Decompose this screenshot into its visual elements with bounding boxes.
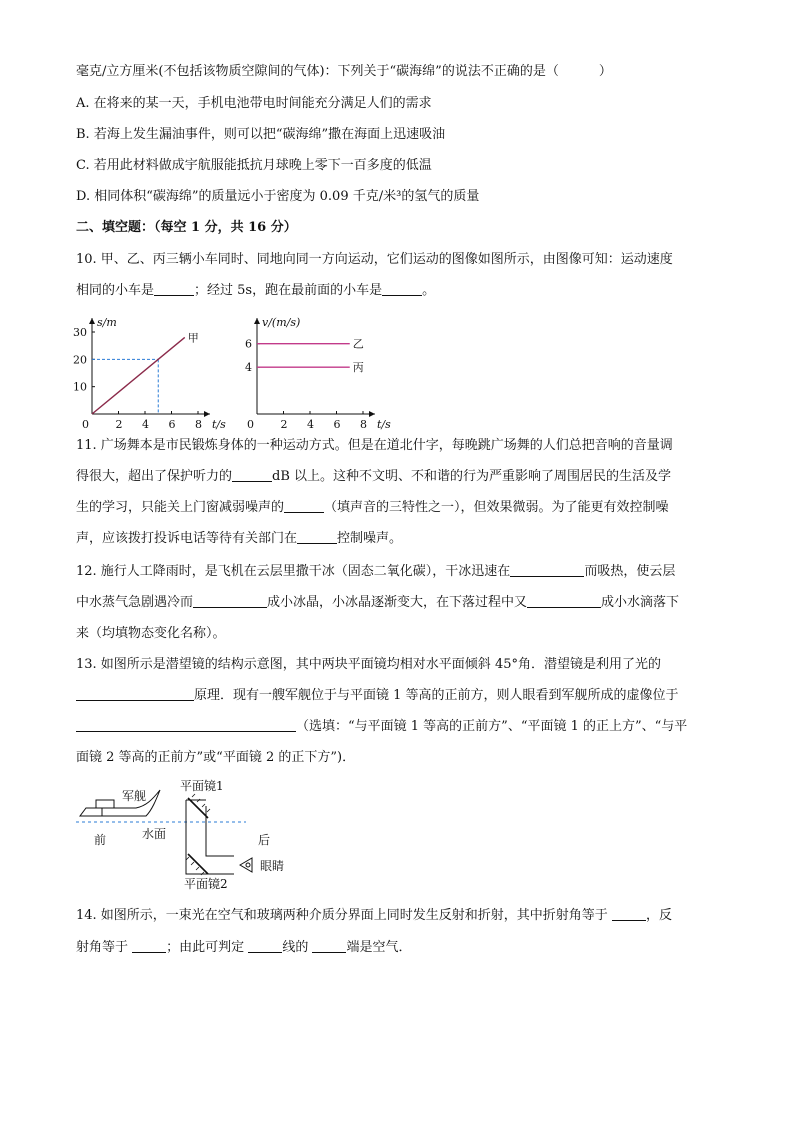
q11-text-d: （填声音的三特性之一），但效果微弱。为了能更有效控制噪 — [324, 500, 669, 515]
q10-line2 — [76, 281, 435, 301]
q14-line2 — [76, 938, 411, 958]
series-label-乙: 乙 — [352, 337, 364, 351]
q9-option-c: C. 若用此材料做成宇航服能抵抗月球晚上零下一百多度的低温 — [76, 158, 432, 173]
x-axis-label-2: t/s — [377, 418, 391, 431]
q11-line2 — [76, 467, 671, 487]
back-label: 后 — [258, 833, 271, 847]
x-tick-label: 2 — [115, 418, 123, 431]
q14-blank-2[interactable] — [132, 938, 166, 953]
q9-option-d: D. 相同体积“碳海绵”的质量远小于密度为 0.09 千克/米³的氢气的质量 — [76, 189, 480, 204]
x-tick-label: 8 — [360, 418, 367, 431]
q11-text-b: dB 以上。这种不文明、不和谐的行为严重影响了周围居民的生活及学 — [272, 469, 672, 484]
y-tick-label: 4 — [245, 361, 252, 375]
x-axis-label-1: t/s — [212, 418, 226, 431]
q11-line3 — [76, 498, 669, 518]
q11-text-e: 声，应该拨打投诉电话等待有关部门在 — [76, 531, 298, 546]
q10-blank-2[interactable] — [382, 281, 422, 296]
q13-blank-2[interactable] — [76, 717, 296, 732]
q11-line1: 11. 广场舞本是市民锻炼身体的一种运动方式。但是在道北什字，每晚跳广场舞的人们总把音响的音量调 — [76, 438, 673, 453]
q14-blank-1[interactable] — [612, 906, 646, 921]
q11-blank-1[interactable] — [232, 467, 272, 482]
q10-text-a: 相同的小车是 — [76, 283, 155, 298]
x-axis-arrow-2 — [369, 411, 375, 417]
q14-text-c: 射角等于 — [76, 940, 129, 955]
q12-line3: 来（均填物态变化名称）。 — [76, 626, 226, 641]
q9-option-b: B. 若海上发生漏油事件，则可以把“碳海绵”撒在海面上迅速吸油 — [76, 127, 446, 142]
q14-text-f: 端是空气． — [346, 940, 412, 955]
x-tick-label: 2 — [280, 418, 288, 431]
warship-icon — [80, 790, 160, 816]
x-tick-label: 4 — [142, 418, 149, 431]
x-tick-label: 0 — [247, 418, 254, 431]
periscope-diagram — [76, 778, 306, 896]
front-label: 前 — [94, 833, 107, 847]
x-axis-arrow-1 — [204, 411, 210, 417]
q10-graphs — [73, 304, 406, 436]
eye-icon — [240, 858, 252, 872]
q12-blank-2[interactable] — [193, 593, 267, 608]
q11-text-f: 控制噪声。 — [337, 531, 403, 546]
q11-text-a: 得很大，超出了保护听力的 — [76, 469, 233, 484]
q14-text-a: 14. 如图所示，一束光在空气和玻璃两种介质分界面上同时发生反射和折射，其中折射角等于 — [76, 908, 608, 923]
q12-text-d: 成小冰晶，小冰晶逐渐变大，在下落过程中又 — [267, 595, 528, 610]
q13-blank-1[interactable] — [76, 686, 194, 701]
q12-line1 — [76, 562, 675, 582]
q9-stem-end: ） — [598, 64, 612, 79]
x-tick-label: 6 — [168, 418, 176, 431]
q10-line1: 10. 甲、乙、丙三辆小车同时、同地向同一方向运动，它们运动的图像如图所示，由图像可知：运动速度 — [76, 252, 673, 267]
series-label-甲: 甲 — [187, 331, 199, 345]
x-tick-label: 8 — [195, 418, 202, 431]
q13-text-c: （选填：“与平面镜 1 等高的正前方”、“平面镜 1 的正上方”、“与平 — [296, 719, 688, 734]
water-label: 水面 — [142, 827, 167, 841]
q14-blank-4[interactable] — [312, 938, 346, 953]
q9-stem-text: 毫克/立方厘米(不包括该物质空隙间的气体)：下列关于“碳海绵”的说法不正确的是（ — [76, 64, 559, 79]
q12-blank-3[interactable] — [527, 593, 601, 608]
eye-label: 眼睛 — [260, 859, 285, 873]
q12-text-c: 中水蒸气急剧遇冷而 — [76, 595, 194, 610]
q11-blank-3[interactable] — [297, 529, 337, 544]
q13-text-b: 原理．现有一艘军舰位于与平面镜 1 等高的正前方，则人眼看到军舰所成的虚像位于 — [194, 688, 679, 703]
q10-text-c: 。 — [422, 283, 436, 298]
y-tick-label: 10 — [73, 380, 87, 394]
x-tick-label: 4 — [307, 418, 314, 431]
y-axis-arrow-2 — [254, 318, 260, 324]
mirror1-label: 平面镜1 — [180, 779, 224, 793]
q13-line2 — [76, 686, 679, 706]
q14-text-d: ；由此可判定 — [166, 940, 245, 955]
q14-text-e: 线的 — [282, 940, 309, 955]
q11-blank-2[interactable] — [284, 498, 324, 513]
section-heading: 二、填空题：（每空 1 分，共 16 分） — [76, 220, 297, 235]
y-tick-label: 20 — [73, 353, 87, 367]
q12-blank-1[interactable] — [510, 562, 584, 577]
q14-line1 — [76, 906, 672, 926]
q14-blank-3[interactable] — [248, 938, 282, 953]
q13-line3 — [76, 717, 687, 737]
mirror2-label: 平面镜2 — [184, 877, 228, 891]
q14-text-b: ，反 — [645, 908, 672, 923]
y-axis-label-2: v/(m/s) — [262, 316, 301, 329]
y-axis-label-1: s/m — [97, 316, 117, 329]
q12-text-b: 而吸热，使云层 — [584, 564, 676, 579]
series-label-丙: 丙 — [352, 361, 364, 375]
series-line-甲 — [92, 337, 185, 414]
q12-line2 — [76, 593, 679, 613]
q12-text-e: 成小水滴落下 — [601, 595, 680, 610]
q11-line4 — [76, 529, 402, 549]
q10-text-b: ；经过 5s，跑在最前面的小车是 — [194, 283, 383, 298]
q9-stem — [76, 62, 612, 82]
warship-label: 军舰 — [122, 789, 147, 803]
q12-text-a: 12. 施行人工降雨时，是飞机在云层里撒干冰（固态二氧化碳），干冰迅速在 — [76, 564, 511, 579]
x-tick-label: 6 — [333, 418, 341, 431]
x-tick-label: 0 — [82, 418, 89, 431]
q11-text-c: 生的学习，只能关上门窗减弱噪声的 — [76, 500, 285, 515]
y-tick-label: 6 — [245, 337, 252, 351]
mirror-2 — [186, 854, 208, 875]
q13-line1: 13. 如图所示是潜望镜的结构示意图，其中两块平面镜均相对水平面倾斜 45°角．潜望镜是利用了光的 — [76, 657, 661, 672]
y-axis-arrow-1 — [89, 318, 95, 324]
q10-blank-1[interactable] — [154, 281, 194, 296]
q13-line4: 面镜 2 等高的正前方”或“平面镜 2 的正下方”)． — [76, 750, 356, 765]
mirror-1 — [188, 794, 210, 818]
q9-option-a: A. 在将来的某一天，手机电池带电时间能充分满足人们的需求 — [76, 96, 432, 111]
y-tick-label: 30 — [73, 326, 87, 339]
